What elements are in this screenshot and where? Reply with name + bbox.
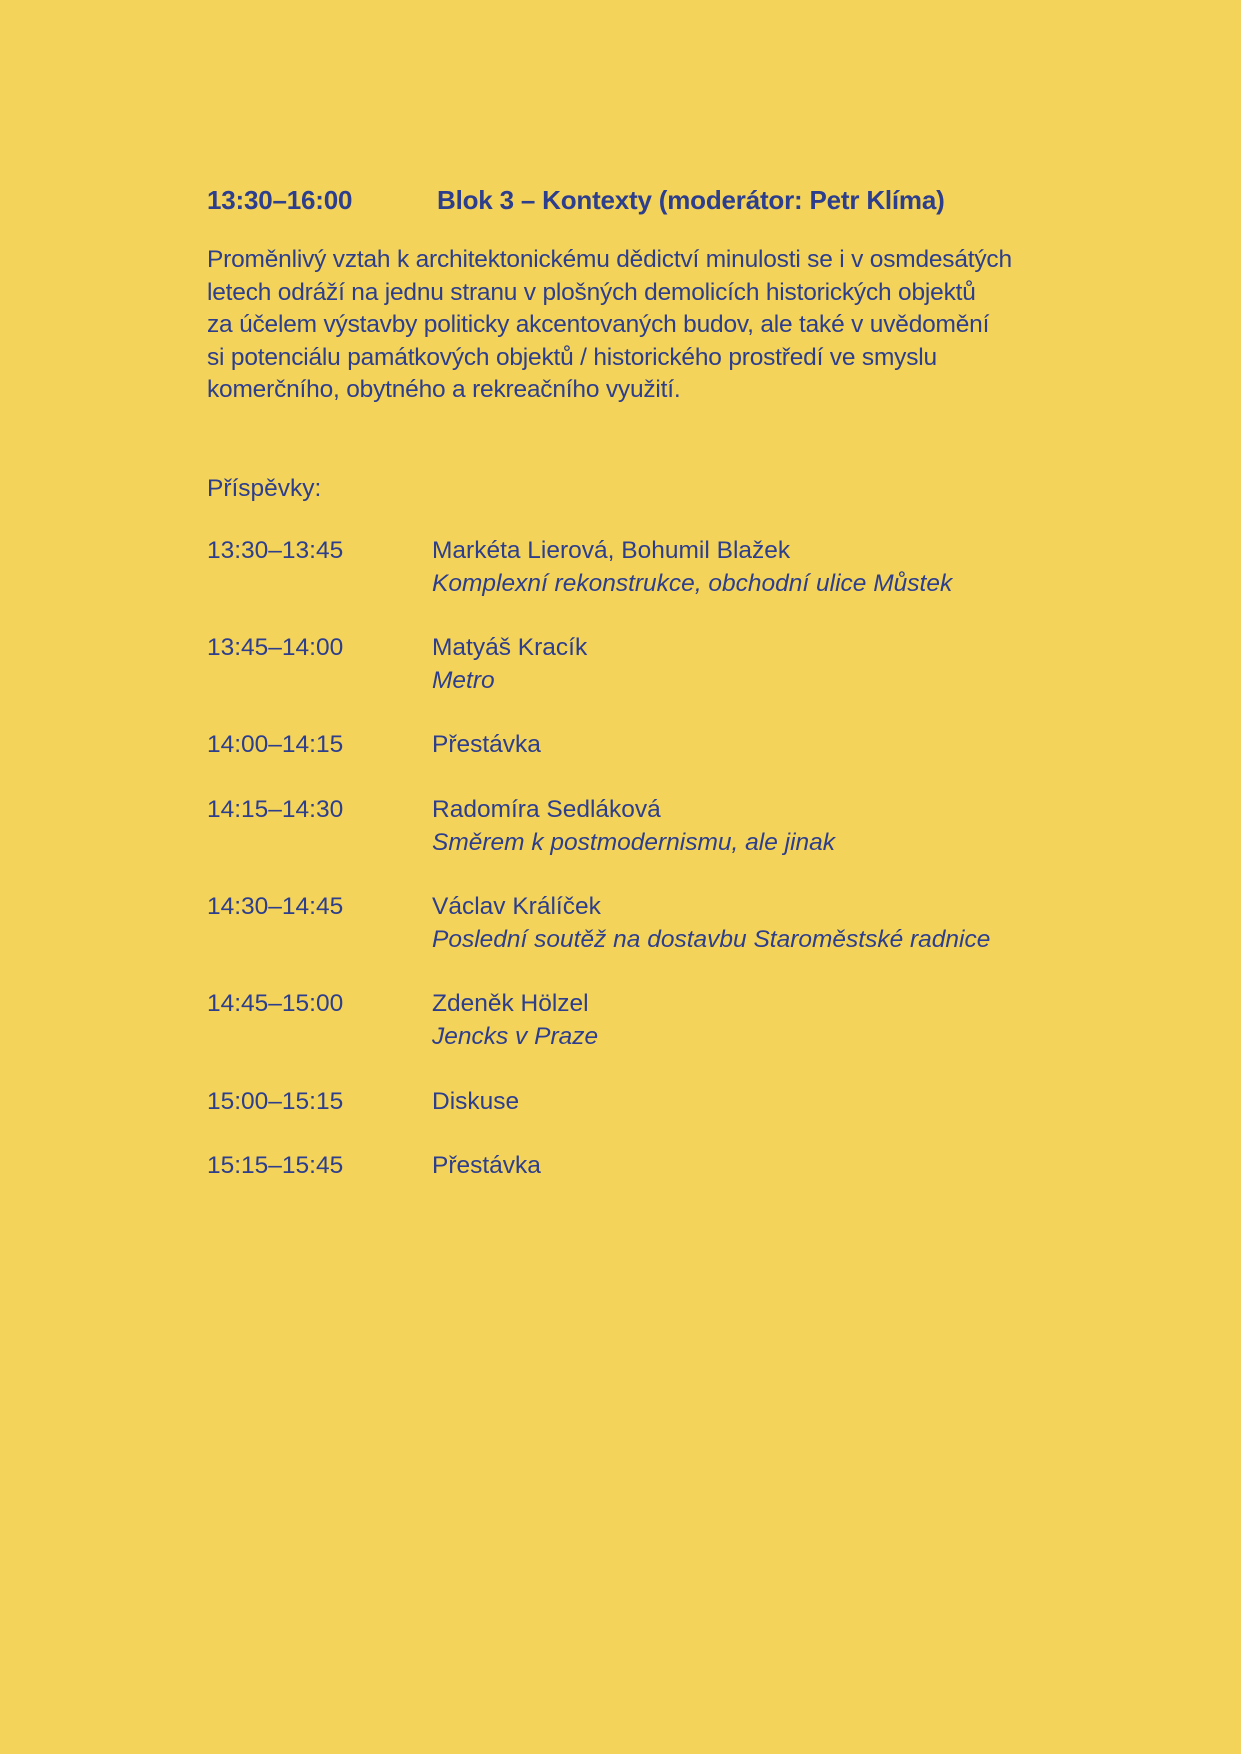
schedule-row: [207, 891, 1137, 956]
slot-content: [432, 1086, 519, 1119]
description-line: letech odráží na jednu stranu v plošných demolicích historických objektů: [207, 278, 976, 306]
description-line: za účelem výstavby politicky akcentovaných budov, ale také v uvědomění: [207, 311, 990, 339]
program-page: [207, 184, 1137, 1215]
break-label: Přestávka: [432, 731, 541, 759]
slot-time: 13:30–13:45: [207, 536, 344, 564]
schedule-row: [207, 1086, 1137, 1119]
discussion-label: Diskuse: [432, 1087, 520, 1115]
talk-title: Poslední soutěž na dostavbu Staroměstské radnice: [432, 925, 991, 953]
slot-content: [432, 535, 952, 600]
slot-content: [432, 891, 990, 956]
break-label: Přestávka: [432, 1152, 541, 1180]
block-time: 13:30–16:00: [207, 185, 353, 215]
slot-time: 15:00–15:15: [207, 1087, 344, 1115]
block-title: Blok 3 – Kontexty (moderátor: Petr Klíma): [437, 185, 945, 215]
talk-title: Metro: [432, 666, 495, 694]
slot-time: 14:30–14:45: [207, 893, 344, 921]
talk-title: Jencks v Praze: [432, 1022, 599, 1050]
slot-content: [432, 1150, 541, 1183]
schedule-row: [207, 794, 1137, 859]
slot-time: 14:15–14:30: [207, 795, 344, 823]
speaker-name: Markéta Lierová, Bohumil Blažek: [432, 536, 791, 564]
schedule-row: [207, 729, 1137, 762]
slot-content: [432, 794, 835, 859]
slot-content: [432, 988, 598, 1053]
schedule-row: [207, 1150, 1137, 1183]
slot-content: [432, 632, 587, 697]
slot-time: 14:45–15:00: [207, 990, 344, 1018]
schedule-row: [207, 632, 1137, 697]
description-line: Proměnlivý vztah k architektonickému dědictví minulosti se i v osmdesátých: [207, 246, 1012, 273]
speaker-name: Zdeněk Hölzel: [432, 990, 589, 1018]
talk-title: Komplexní rekonstrukce, obchodní ulice Můstek: [432, 569, 953, 597]
schedule-row: [207, 535, 1137, 600]
slot-content: [432, 729, 541, 762]
speaker-name: Matyáš Kracík: [432, 634, 588, 662]
slot-time: 15:15–15:45: [207, 1152, 344, 1180]
schedule-list: [207, 535, 1137, 1183]
slot-time: 14:00–14:15: [207, 731, 344, 759]
description-line: komerčního, obytného a rekreačního využití.: [207, 376, 681, 404]
speaker-name: Radomíra Sedláková: [432, 795, 661, 823]
slot-time: 13:45–14:00: [207, 634, 344, 662]
schedule-row: [207, 988, 1137, 1053]
block-description: [207, 244, 1137, 407]
block-header: [207, 184, 1137, 216]
speaker-name: Václav Králíček: [432, 893, 601, 921]
description-line: si potenciálu památkových objektů / historického prostředí ve smyslu: [207, 343, 937, 371]
talk-title: Směrem k postmodernismu, ale jinak: [432, 828, 836, 856]
contributions-label: Příspěvky:: [207, 474, 322, 502]
